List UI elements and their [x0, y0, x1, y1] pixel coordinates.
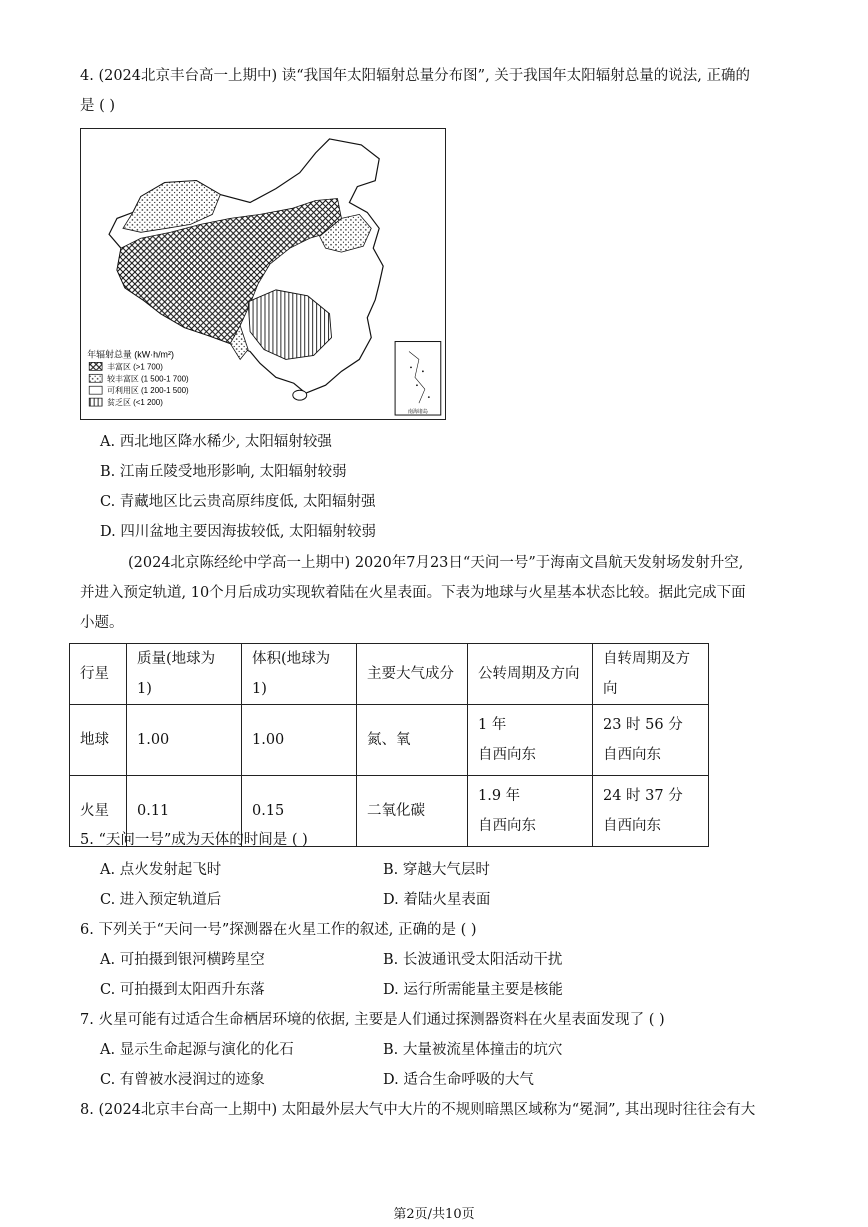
q6-option-c[interactable]: C. 可拍摄到太阳西升东落 [100, 982, 265, 998]
table-cell: 二氧化碳 [357, 776, 468, 847]
table-cell [468, 776, 593, 847]
q6-stem: 6. 下列关于“天问一号”探测器在火星工作的叙述, 正确的是 ( ) [80, 922, 477, 938]
passage-line1: (2024北京陈经纶中学高一上期中) 2020年7月23日“天问一号”于海南文昌航天发射场发射升空, [128, 555, 744, 571]
rot-direction: 自西向东 [603, 818, 661, 834]
map-inset-box [395, 342, 441, 415]
table-cell: 地球 [70, 705, 127, 776]
table-cell [593, 705, 709, 776]
map-inset-label: 南海诸岛 [408, 410, 428, 416]
q4-option-a[interactable]: A. 西北地区降水稀少, 太阳辐射较强 [100, 434, 332, 450]
table-cell [593, 776, 709, 847]
q5-stem: 5. “天问一号”成为天体的时间是 ( ) [80, 832, 308, 848]
table-cell: 氮、氧 [357, 705, 468, 776]
passage-line3: 小题。 [80, 615, 124, 631]
map-legend-title: 年辐射总量 (kW·h/m²) [87, 349, 174, 360]
q7-option-a[interactable]: A. 显示生命起源与演化的化石 [100, 1042, 294, 1058]
map-legend-item: 丰富区 (>1 700) [107, 362, 163, 372]
map-legend-item: 贫乏区 (<1 200) [107, 398, 163, 408]
table-header: 公转周期及方向 [468, 644, 593, 705]
q6-option-b[interactable]: B. 长波通讯受太阳活动干扰 [383, 952, 563, 968]
table-header: 主要大气成分 [357, 644, 468, 705]
map-legend-item: 较丰富区 (1 500-1 700) [107, 374, 189, 384]
rot-period: 23 时 56 分 [603, 717, 683, 733]
q4-option-d[interactable]: D. 四川盆地主要因海拔较低, 太阳辐射较弱 [100, 524, 377, 540]
passage-line2: 并进入预定轨道, 10个月后成功实现软着陆在火星表面。下表为地球与火星基本状态比较。据此完成下面 [80, 585, 746, 601]
earth-mars-table [69, 643, 709, 847]
rev-period: 1.9 年 [478, 788, 521, 804]
rev-period: 1 年 [478, 717, 507, 733]
table-cell: 火星 [70, 776, 127, 847]
q5-option-a[interactable]: A. 点火发射起飞时 [100, 862, 222, 878]
table-header: 行星 [70, 644, 127, 705]
page-number: 第2页/共10页 [393, 1207, 475, 1222]
table-cell: 0.11 [127, 776, 242, 847]
q6-option-a[interactable]: A. 可拍摄到银河横跨星空 [100, 952, 265, 968]
table-header: 体积(地球为 1) [242, 644, 357, 705]
table-header: 自转周期及方向 [593, 644, 709, 705]
rot-period: 24 时 37 分 [603, 788, 683, 804]
table-cell: 1.00 [127, 705, 242, 776]
rev-direction: 自西向东 [478, 818, 536, 834]
table-cell [468, 705, 593, 776]
q4-stem-line1: 4. (2024北京丰台高一上期中) 读“我国年太阳辐射总量分布图”, 关于我国年太阳辐射总量的说法, 正确的 [80, 68, 751, 84]
q7-stem: 7. 火星可能有过适合生命栖居环境的依据, 主要是人们通过探测器资料在火星表面发现了 ( ) [80, 1012, 665, 1028]
solar-radiation-map [80, 128, 446, 420]
q8-stem: 8. (2024北京丰台高一上期中) 太阳最外层大气中大片的不规则暗黑区域称为“冕洞”, 其出现时往往会有大 [80, 1102, 756, 1118]
map-hainan [293, 390, 307, 400]
q5-option-b[interactable]: B. 穿越大气层时 [383, 862, 490, 878]
rev-direction: 自西向东 [478, 747, 536, 763]
q6-option-d[interactable]: D. 运行所需能量主要是核能 [383, 982, 563, 998]
q5-option-c[interactable]: C. 进入预定轨道后 [100, 892, 222, 908]
q4-option-c[interactable]: C. 青藏地区比云贵高原纬度低, 太阳辐射强 [100, 494, 376, 510]
q7-option-d[interactable]: D. 适合生命呼吸的大气 [383, 1072, 534, 1088]
table-cell: 0.15 [242, 776, 357, 847]
table-header-row [70, 644, 709, 705]
q7-option-c[interactable]: C. 有曾被水浸润过的迹象 [100, 1072, 265, 1088]
map-legend-item: 可利用区 (1 200-1 500) [107, 386, 189, 396]
table-row [70, 705, 709, 776]
q5-option-d[interactable]: D. 着陆火星表面 [383, 892, 491, 908]
table-cell: 1.00 [242, 705, 357, 776]
table-header: 质量(地球为 1) [127, 644, 242, 705]
q7-option-b[interactable]: B. 大量被流星体撞击的坑穴 [383, 1042, 563, 1058]
rot-direction: 自西向东 [603, 747, 661, 763]
q4-option-b[interactable]: B. 江南丘陵受地形影响, 太阳辐射较弱 [100, 464, 347, 480]
q4-stem-line2: 是 ( ) [80, 98, 116, 114]
